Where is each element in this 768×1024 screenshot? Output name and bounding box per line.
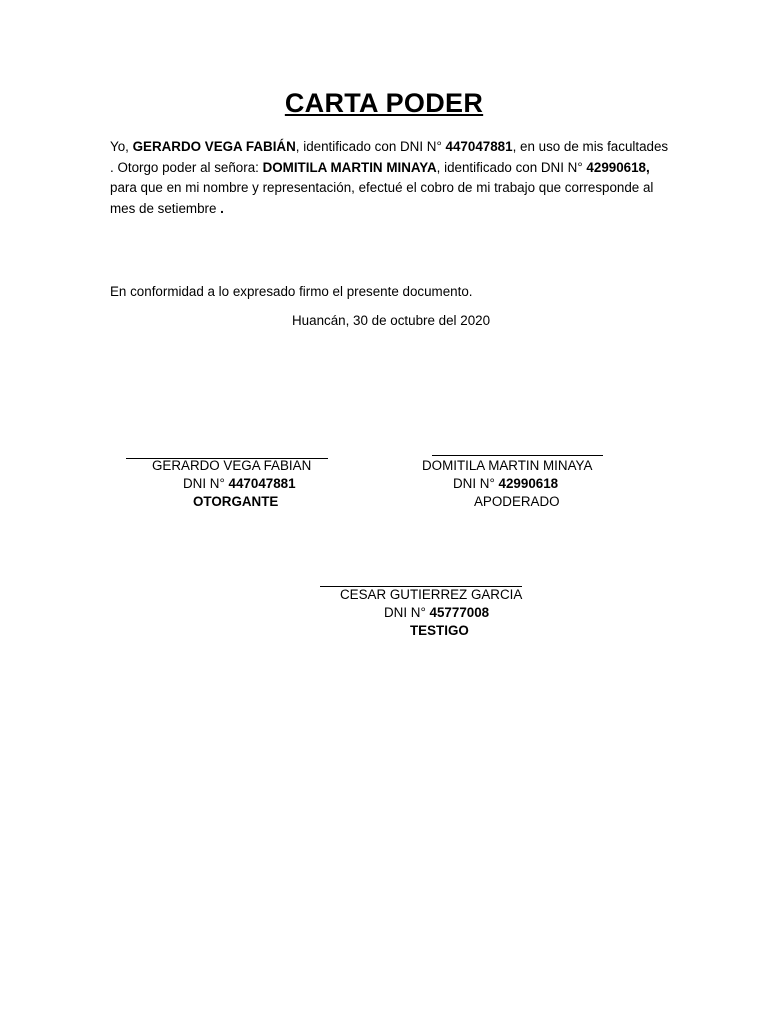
otorgante-name: GERARDO VEGA FABIAN bbox=[152, 458, 312, 473]
otorgante-role: OTORGANTE bbox=[193, 494, 279, 509]
text-segment: Yo, bbox=[110, 139, 133, 154]
apoderado-role: APODERADO bbox=[474, 494, 560, 509]
apoderado-dni-number: 42990618 bbox=[498, 476, 559, 491]
text-segment: , en uso de mis facultades . Otorgo poder al señora: bbox=[110, 139, 669, 175]
text-segment: , identificado con DNI N° bbox=[436, 159, 587, 175]
dni-label: DNI N° bbox=[183, 476, 229, 491]
attorney-name: DOMITILA MARTIN MINAYA bbox=[262, 159, 437, 175]
grantor-name: GERARDO VEGA FABIÁN bbox=[132, 139, 296, 154]
body-paragraph bbox=[110, 137, 670, 219]
dni-label: DNI N° bbox=[453, 476, 499, 491]
testigo-dni bbox=[384, 603, 489, 622]
text-segment: , identificado con DNI N° bbox=[295, 139, 446, 154]
text-segment: . bbox=[220, 200, 224, 216]
otorgante-dni-number: 447047881 bbox=[228, 476, 296, 491]
conformity-statement: En conformidad a lo expresado firmo el presente documento. bbox=[110, 284, 473, 299]
attorney-dni: 42990618, bbox=[586, 159, 650, 175]
grantor-dni: 447047881 bbox=[445, 139, 513, 154]
apoderado-dni bbox=[453, 474, 558, 493]
dni-label: DNI N° bbox=[384, 605, 430, 620]
testigo-name: CESAR GUTIERREZ GARCIA bbox=[340, 587, 523, 602]
text-segment: para que en mi nombre y representación, efectué el cobro de mi trabajo que corresponde al mes de setiembre bbox=[110, 180, 654, 216]
apoderado-name: DOMITILA MARTIN MINAYA bbox=[422, 458, 593, 473]
otorgante-dni bbox=[183, 474, 296, 493]
place-date: Huancán, 30 de octubre del 2020 bbox=[292, 313, 491, 328]
testigo-role: TESTIGO bbox=[410, 623, 469, 638]
document-title: CARTA PODER bbox=[284, 88, 484, 118]
testigo-dni-number: 45777008 bbox=[429, 605, 490, 620]
